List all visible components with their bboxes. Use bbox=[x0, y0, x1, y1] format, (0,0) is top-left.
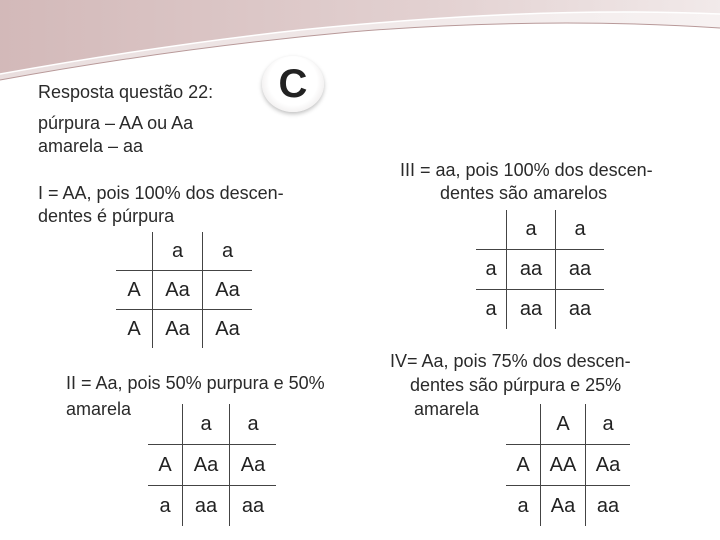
answer-badge: C bbox=[262, 56, 324, 112]
punnett-row bbox=[476, 290, 604, 330]
punnett-square-case-iv bbox=[506, 404, 630, 526]
punnett-square-case-iii bbox=[476, 210, 604, 329]
punnett-cell: Aa bbox=[183, 445, 230, 486]
punnett-row bbox=[506, 486, 630, 527]
punnett-header-row bbox=[506, 404, 630, 445]
case-iii-text-line-2: dentes são amarelos bbox=[440, 183, 608, 203]
punnett-cell: AA bbox=[541, 445, 586, 486]
punnett-row bbox=[148, 445, 276, 486]
punnett-row bbox=[116, 310, 252, 349]
punnett-row-allele: A bbox=[148, 445, 183, 486]
case-iv-text-line-3: amarela bbox=[414, 399, 480, 419]
case-i-text-line-2: dentes é púrpura bbox=[38, 206, 175, 226]
punnett-header-cell: a bbox=[586, 404, 631, 445]
case-iv-text-line-2: dentes são púrpura e 25% bbox=[410, 375, 622, 395]
punnett-header-cell: a bbox=[153, 232, 203, 271]
case-iii-text-line-1: III = aa, pois 100% dos descen- bbox=[400, 160, 653, 180]
punnett-header-cell: a bbox=[203, 232, 253, 271]
punnett-row bbox=[476, 250, 604, 290]
case-i-text-line-1: I = AA, pois 100% dos descen- bbox=[38, 183, 284, 203]
punnett-cell: aa bbox=[556, 290, 605, 330]
punnett-square-case-i bbox=[116, 232, 252, 348]
punnett-cell: aa bbox=[507, 290, 556, 330]
punnett-cell: Aa bbox=[153, 310, 203, 349]
punnett-cell: Aa bbox=[203, 271, 253, 310]
punnett-cell: Aa bbox=[541, 486, 586, 527]
punnett-corner bbox=[148, 404, 183, 445]
punnett-cell: aa bbox=[556, 250, 605, 290]
punnett-header-row bbox=[148, 404, 276, 445]
punnett-cell: aa bbox=[507, 250, 556, 290]
punnett-row bbox=[148, 486, 276, 527]
punnett-header-cell: a bbox=[183, 404, 230, 445]
punnett-header-cell: a bbox=[230, 404, 277, 445]
punnett-cell: aa bbox=[183, 486, 230, 527]
punnett-corner bbox=[116, 232, 153, 271]
punnett-row-allele: A bbox=[116, 310, 153, 349]
punnett-header-cell: A bbox=[541, 404, 586, 445]
legend-yellow: amarela – aa bbox=[38, 136, 144, 156]
punnett-header-cell: a bbox=[556, 210, 605, 250]
punnett-corner bbox=[506, 404, 541, 445]
punnett-header-row bbox=[476, 210, 604, 250]
punnett-row bbox=[506, 445, 630, 486]
punnett-row-allele: A bbox=[116, 271, 153, 310]
case-iv-text-line-1: IV= Aa, pois 75% dos descen- bbox=[390, 351, 631, 371]
punnett-row-allele: a bbox=[476, 290, 507, 330]
punnett-cell: aa bbox=[230, 486, 277, 527]
punnett-square-case-ii bbox=[148, 404, 276, 526]
punnett-cell: Aa bbox=[153, 271, 203, 310]
legend-purple: púrpura – AA ou Aa bbox=[38, 113, 194, 133]
punnett-cell: Aa bbox=[586, 445, 631, 486]
case-ii-text-line-2: amarela bbox=[66, 399, 132, 419]
punnett-header-row bbox=[116, 232, 252, 271]
punnett-row-allele: a bbox=[506, 486, 541, 527]
answer-label: Resposta questão 22: bbox=[38, 82, 214, 102]
punnett-cell: aa bbox=[586, 486, 631, 527]
case-ii-text-line-1: II = Aa, pois 50% purpura e 50% bbox=[66, 373, 325, 393]
punnett-row-allele: a bbox=[148, 486, 183, 527]
punnett-cell: Aa bbox=[230, 445, 277, 486]
punnett-row-allele: a bbox=[476, 250, 507, 290]
punnett-row-allele: A bbox=[506, 445, 541, 486]
punnett-header-cell: a bbox=[507, 210, 556, 250]
punnett-cell: Aa bbox=[203, 310, 253, 349]
punnett-corner bbox=[476, 210, 507, 250]
punnett-row bbox=[116, 271, 252, 310]
